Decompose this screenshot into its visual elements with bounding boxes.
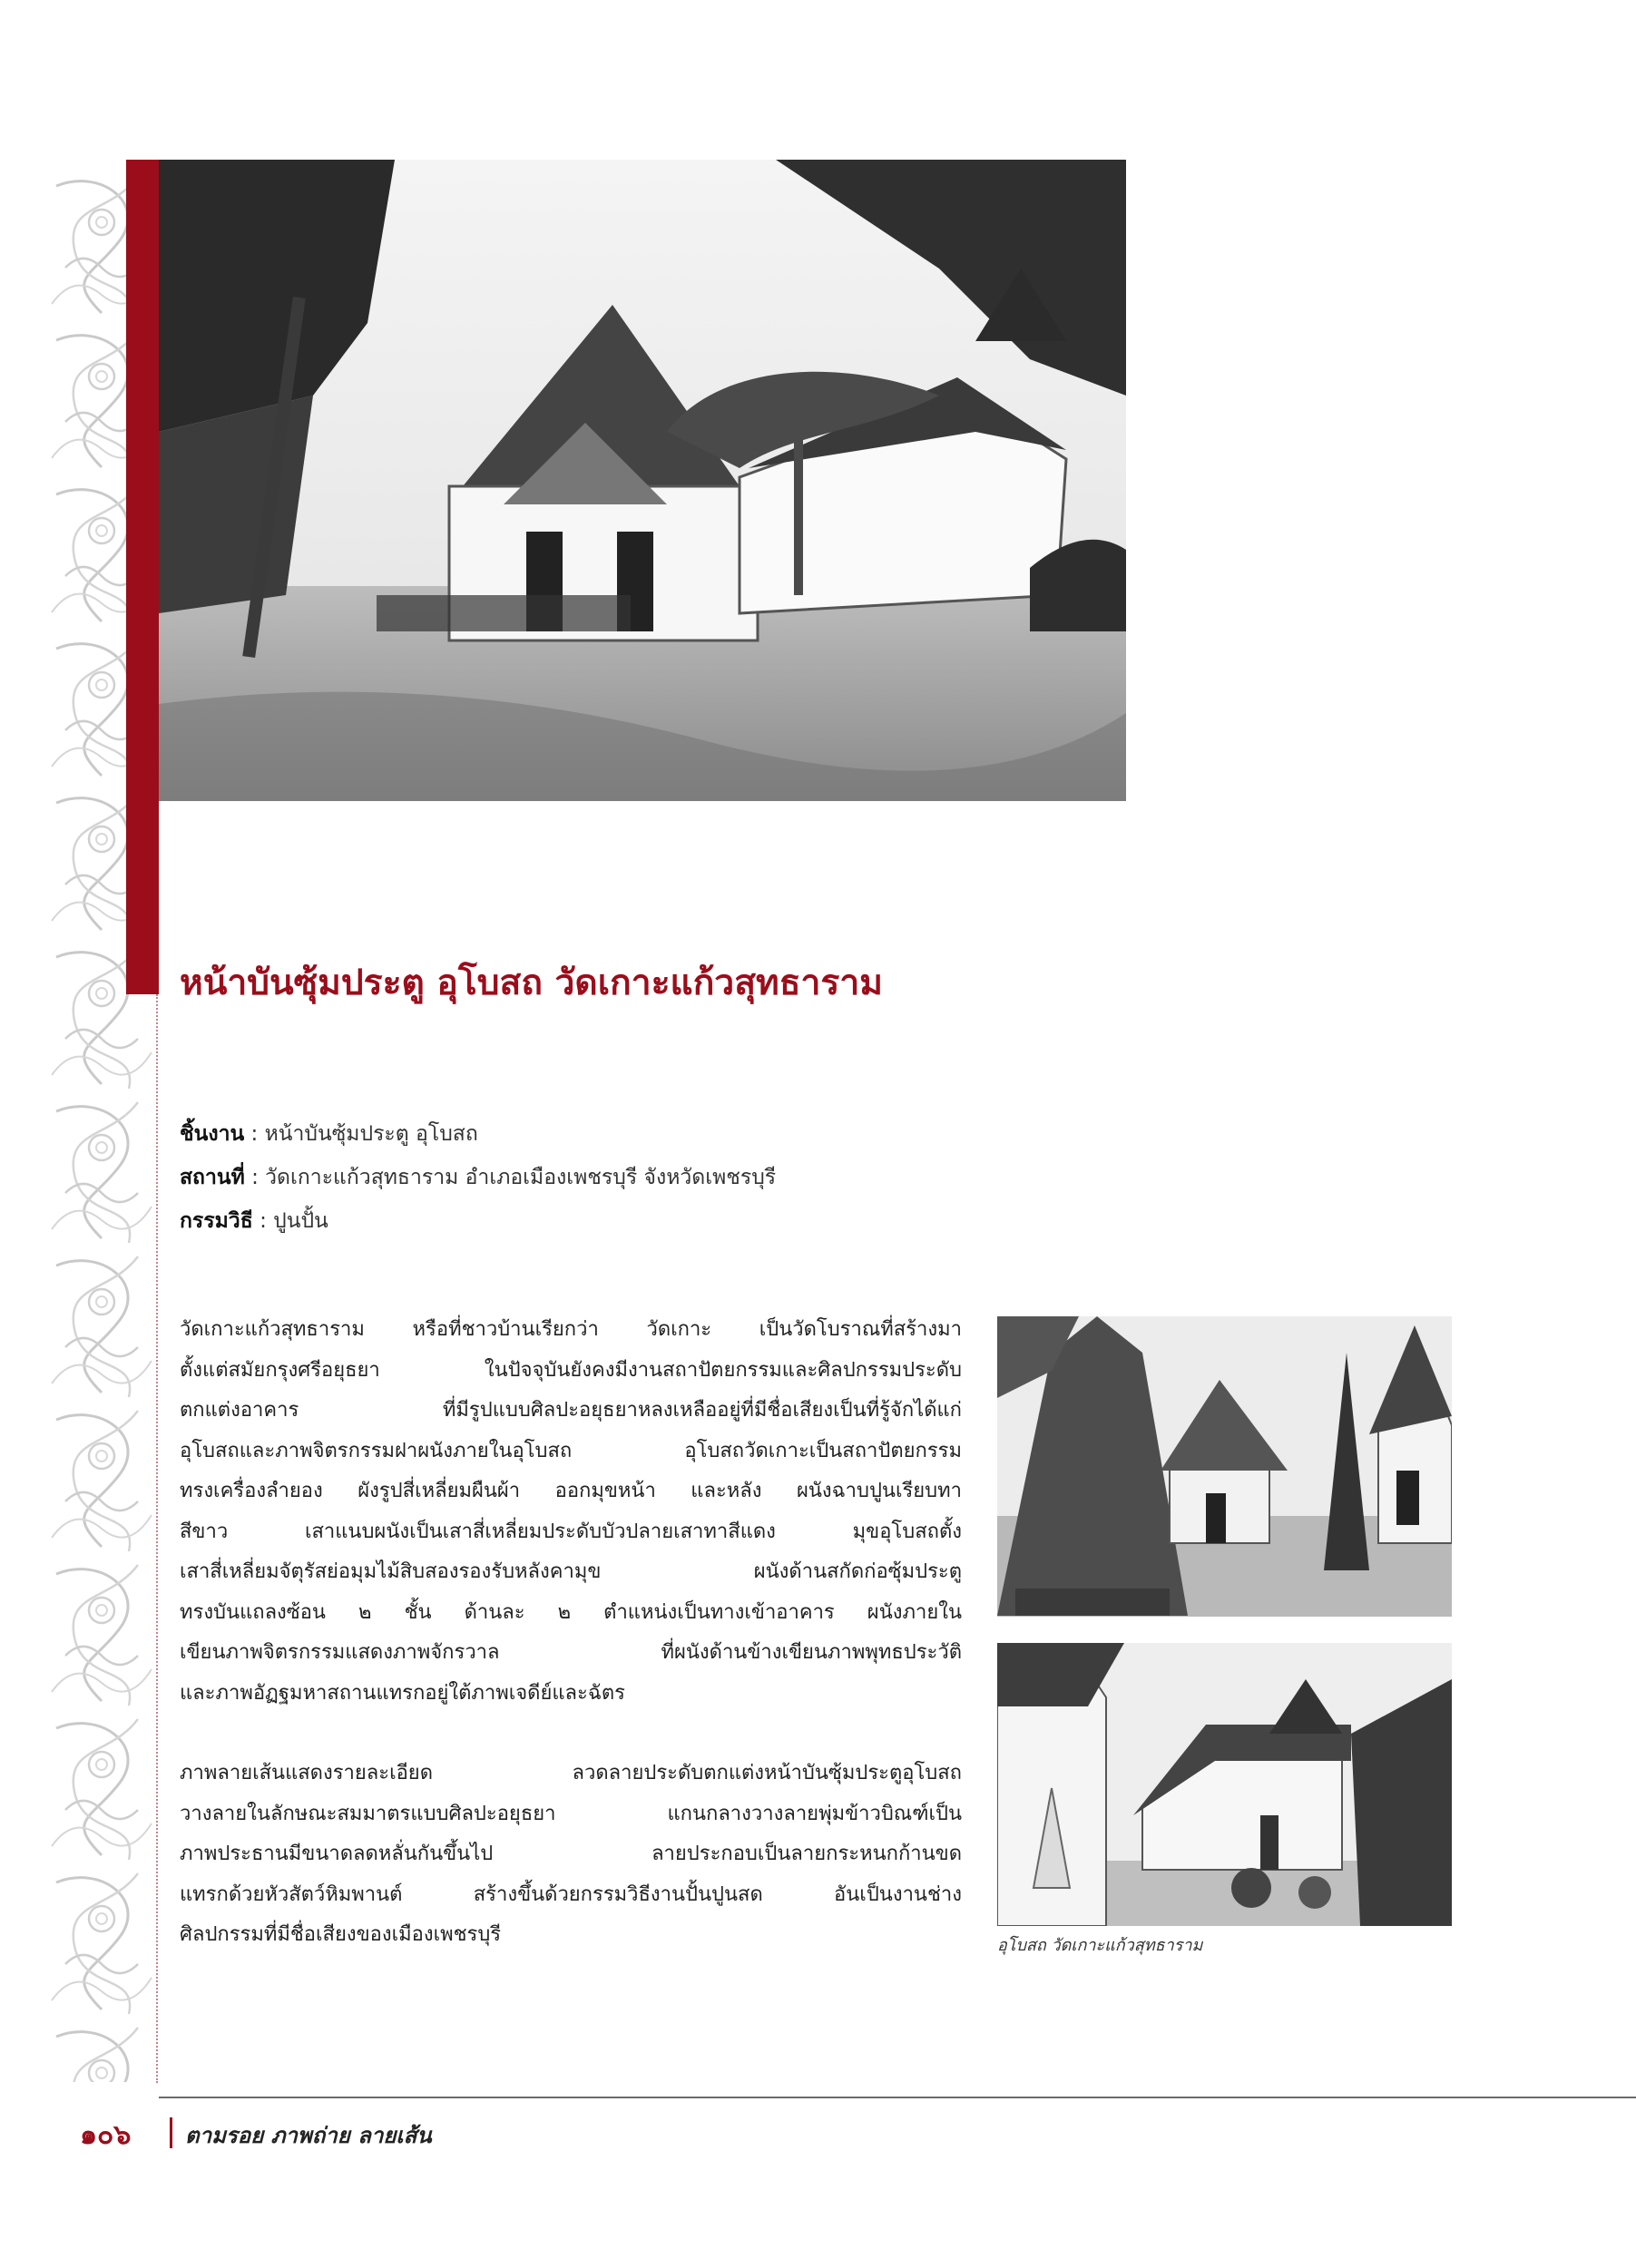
info-row-artwork: [180, 1112, 776, 1156]
body-paragraph-history: [180, 1310, 962, 1714]
paragraph-line: ตกแต่งอาคาร ที่มีรูปแบบศิลปะอยุธยาหลงเหลืออยู่ที่มีชื่อเสียงเป็นที่รู้จักได้แก่: [180, 1399, 962, 1422]
paragraph-line: เขียนภาพจิตรกรรมแสดงภาพจักรวาล ที่ผนังด้านข้างเขียนภาพพุทธประวัติ: [180, 1641, 962, 1664]
paragraph-line: ภาพลายเส้นแสดงรายละเอียด ลวดลายประดับตกแต่งหน้าบันซุ้มประตูอุโบสถ: [180, 1762, 962, 1784]
info-label: กรรมวิธี: [180, 1209, 253, 1233]
hero-photo-ordination-hall: [159, 160, 1126, 801]
info-label: สถานที่: [180, 1166, 245, 1189]
accent-bar: [126, 160, 159, 994]
paragraph-line: ตั้งแต่สมัยกรุงศรีอยุธยา ในปัจจุบันยังคงมีงานสถาปัตยกรรมและศิลปกรรมประดับ: [180, 1358, 962, 1382]
page-number: ๑๐๖: [80, 2119, 132, 2151]
footer-rule: [159, 2097, 1636, 2098]
info-label: ชิ้นงาน: [180, 1122, 245, 1146]
photo-stupa-and-hall: [997, 1316, 1452, 1617]
paragraph-line: สีขาว เสาแนบผนังเป็นเสาสี่เหลี่ยมประดับบัวปลายเสาทาสีแดง มุขอุโบสถตั้ง: [180, 1520, 962, 1543]
info-row-location: [180, 1156, 776, 1199]
info-separator: :: [260, 1209, 267, 1233]
info-value: ปูนปั้น: [273, 1209, 328, 1233]
info-row-technique: [180, 1199, 776, 1243]
artwork-info: [180, 1112, 776, 1243]
info-value: วัดเกาะแก้วสุทธาราม อำเภอเมืองเพชรบุรี จังหวัดเพชรบุรี: [265, 1166, 777, 1189]
paragraph-line: ศิลปกรรมที่มีชื่อเสียงของเมืองเพชรบุรี: [180, 1923, 502, 1946]
dotted-margin-line: [156, 994, 158, 2083]
paragraph-line: วัดเกาะแก้วสุทธาราม หรือที่ชาวบ้านเรียกว่า วัดเกาะ เป็นวัดโบราณที่สร้างมา: [180, 1318, 962, 1341]
body-paragraph-drawing: [180, 1754, 962, 1956]
info-value: หน้าบันซุ้มประตู อุโบสถ: [264, 1122, 478, 1146]
photo-caption: อุโบสถ วัดเกาะแก้วสุทธาราม: [997, 1936, 1203, 1955]
paragraph-line: วางลายในลักษณะสมมาตรแบบศิลปะอยุธยา แกนกลางวางลายพุ่มข้าวบิณฑ์เป็น: [180, 1802, 962, 1825]
paragraph-line: และภาพอัฏฐมหาสถานแทรกอยู่ใต้ภาพเจดีย์และฉัตร: [180, 1681, 625, 1705]
photo-hall-side-view: [997, 1643, 1452, 1926]
paragraph-line: ทรงบันแถลงซ้อน ๒ ชั้น ด้านละ ๒ ตำแหน่งเป็นทางเข้าอาคาร ผนังภายใน: [180, 1600, 962, 1624]
footer-separator: [170, 2117, 172, 2148]
paragraph-line: ทรงเครื่องลำยอง ผังรูปสี่เหลี่ยมผืนผ้า ออกมุขหน้า และหลัง ผนังฉาบปูนเรียบทา: [180, 1480, 962, 1502]
page-title: หน้าบันซุ้มประตู อุโบสถ วัดเกาะแก้วสุทธาราม: [180, 963, 883, 1003]
paragraph-line: อุโบสถและภาพจิตรกรรมฝาผนังภายในอุโบสถ อุโบสถวัดเกาะเป็นสถาปัตยกรรม: [180, 1439, 962, 1462]
paragraph-line: เสาสี่เหลี่ยมจัตุรัสย่อมุมไม้สิบสองรองรับหลังคามุข ผนังด้านสกัดก่อซุ้มประตู: [180, 1560, 962, 1583]
paragraph-line: ภาพประธานมีขนาดลดหลั่นกันขึ้นไป ลายประกอบเป็นลายกระหนกก้านขด: [180, 1843, 962, 1865]
running-title: ตามรอย ภาพถ่าย ลายเส้น: [185, 2123, 432, 2148]
paragraph-line: แทรกด้วยหัวสัตว์หิมพานต์ สร้างขึ้นด้วยกรรมวิธีงานปั้นปูนสด อันเป็นงานช่าง: [180, 1882, 962, 1906]
info-separator: :: [251, 1166, 259, 1189]
info-separator: :: [250, 1122, 259, 1146]
